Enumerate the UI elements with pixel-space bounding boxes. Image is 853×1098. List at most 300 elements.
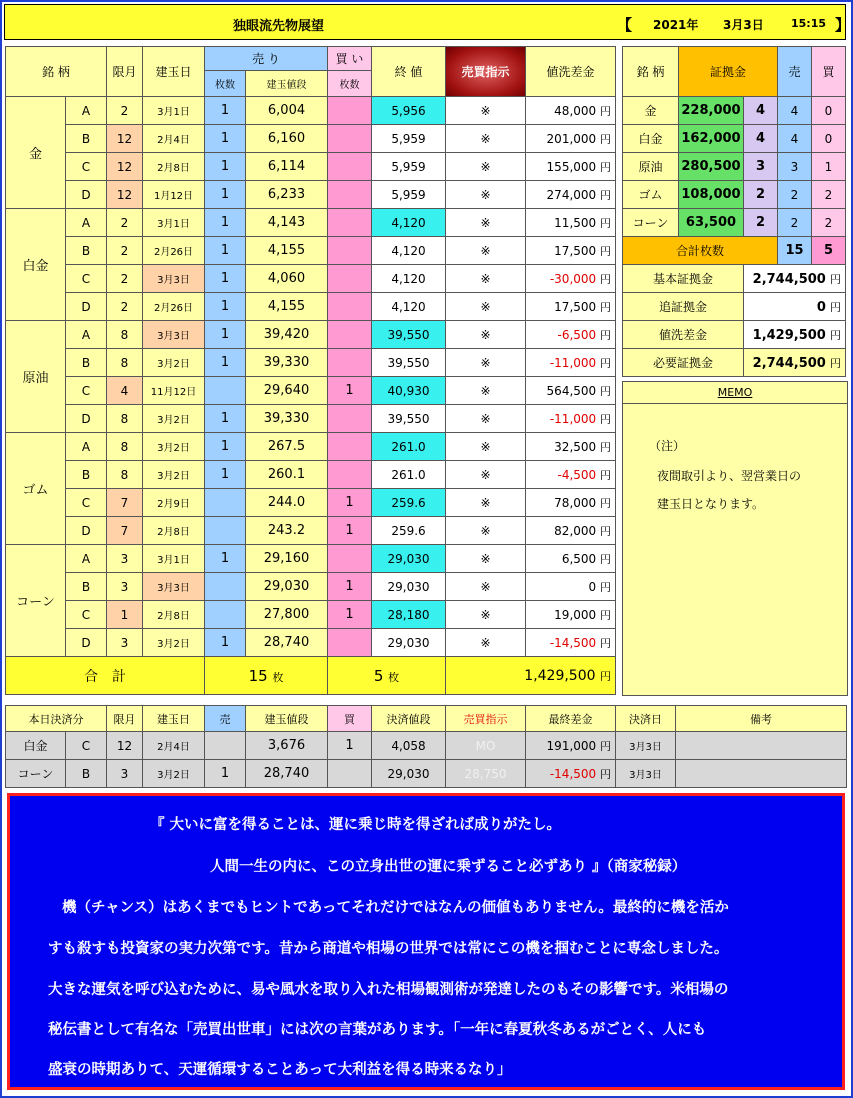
order-cell: ※ <box>446 237 526 265</box>
yen-unit: 円 <box>600 300 611 314</box>
margin-total-buy: 5 <box>812 237 846 265</box>
col-sell: 売 り <box>205 47 328 71</box>
settle-id: B <box>66 760 107 788</box>
buy-qty-cell <box>328 181 372 209</box>
order-cell: ※ <box>446 153 526 181</box>
table-row <box>6 517 616 545</box>
table-row <box>6 601 616 629</box>
buy-qty-cell <box>328 321 372 349</box>
date-cell: 3月2日 <box>143 405 205 433</box>
close-cell: 4,120 <box>372 293 446 321</box>
month-cell: 12 <box>107 125 143 153</box>
col-brand: 銘 柄 <box>6 47 107 97</box>
summary-label: 基本証拠金 <box>623 265 744 293</box>
price-cell: 29,160 <box>246 545 328 573</box>
table-row <box>6 349 616 377</box>
table-row <box>6 153 616 181</box>
sell-qty-cell: 1 <box>205 125 246 153</box>
buy-qty-cell <box>328 209 372 237</box>
brand-cell: 白金 <box>6 209 66 321</box>
diff-value: 0 <box>588 579 597 594</box>
settle-yen: 円 <box>600 739 611 753</box>
margin-buy: 2 <box>812 181 846 209</box>
month-cell: 7 <box>107 489 143 517</box>
margin-buy: 2 <box>812 209 846 237</box>
col-buy: 買 い <box>328 47 372 71</box>
col-sell-qty: 枚数 <box>205 71 246 97</box>
total-diff-unit: 円 <box>600 669 611 683</box>
date-cell: 2月26日 <box>143 237 205 265</box>
page-title: 独眼流先物展望 <box>233 19 325 34</box>
month-cell: 12 <box>107 181 143 209</box>
buy-qty-cell <box>328 405 372 433</box>
settle-settle-date: 3月3日 <box>616 732 676 760</box>
diff-value: 82,000 <box>554 523 597 538</box>
month-cell: 3 <box>107 573 143 601</box>
settle-yen: 円 <box>600 767 611 781</box>
settle-order: MO <box>446 732 526 760</box>
diff-cell <box>526 433 616 461</box>
diff-cell <box>526 349 616 377</box>
diff-value: 78,000 <box>554 495 597 510</box>
sell-qty-cell <box>205 377 246 405</box>
close-cell: 39,550 <box>372 349 446 377</box>
order-cell: ※ <box>446 573 526 601</box>
diff-cell <box>526 293 616 321</box>
date-cell: 3月1日 <box>143 209 205 237</box>
contract-id: B <box>66 237 107 265</box>
margin-value: 63,500 <box>679 209 744 237</box>
order-cell: ※ <box>446 489 526 517</box>
settle-brand: 白金 <box>6 732 66 760</box>
yen-unit: 円 <box>600 524 611 538</box>
yen-unit: 円 <box>600 132 611 146</box>
quote-line-7: 盛衰の時期ありて、天運循環することあって大利益を得る時来るなり」 <box>48 1062 512 1078</box>
quote-box <box>7 793 845 1090</box>
date-cell: 3月2日 <box>143 349 205 377</box>
price-cell: 39,420 <box>246 321 328 349</box>
contract-id: D <box>66 293 107 321</box>
month-cell: 12 <box>107 153 143 181</box>
total-diff-value: 1,429,500 <box>524 667 596 684</box>
settle-diff: -14,500 <box>549 766 597 781</box>
diff-value: 32,500 <box>554 439 597 454</box>
margin-row <box>623 97 846 125</box>
summary-value: 1,429,500 <box>752 327 826 343</box>
close-cell: 39,550 <box>372 405 446 433</box>
settle-col-order: 売買指示 <box>446 706 526 732</box>
settle-row <box>6 760 847 788</box>
margin-lots: 2 <box>744 209 778 237</box>
bracket-close: 】 <box>835 16 851 34</box>
yen-unit: 円 <box>600 384 611 398</box>
memo-link[interactable]: MEMO <box>622 381 848 403</box>
yen-unit: 円 <box>600 636 611 650</box>
quote-line-3: 機（チャンス）はあくまでもヒントであってそれだけではなんの価値もありません。最終的に機を活か <box>62 900 729 916</box>
col-date: 建玉日 <box>143 47 205 97</box>
settle-col-price: 建玉値段 <box>246 706 328 732</box>
order-cell: ※ <box>446 97 526 125</box>
date-cell: 2月8日 <box>143 517 205 545</box>
margin-value: 280,500 <box>679 153 744 181</box>
summary-value: 0 <box>816 299 826 315</box>
diff-value: 19,000 <box>554 607 597 622</box>
date-cell: 2月8日 <box>143 153 205 181</box>
diff-cell <box>526 97 616 125</box>
diff-cell <box>526 321 616 349</box>
summary-yen: 円 <box>830 272 841 286</box>
margin-value: 228,000 <box>679 97 744 125</box>
contract-id: A <box>66 321 107 349</box>
table-row <box>6 433 616 461</box>
sell-qty-cell: 1 <box>205 461 246 489</box>
date-cell: 2月4日 <box>143 125 205 153</box>
close-cell: 29,030 <box>372 573 446 601</box>
diff-cell <box>526 125 616 153</box>
settle-note <box>676 760 847 788</box>
date-cell: 3月3日 <box>143 321 205 349</box>
col-order: 売買指示 <box>446 47 526 97</box>
sell-qty-cell: 1 <box>205 265 246 293</box>
margin-buy: 0 <box>812 97 846 125</box>
yen-unit: 円 <box>600 468 611 482</box>
order-cell: ※ <box>446 293 526 321</box>
quote-line-5: 大きな運気を呼び込むために、易や風水を取り入れた相場観測術が発達したのもその影響です。米相場の <box>48 982 729 998</box>
header-bar <box>4 4 851 40</box>
settle-col-settle-price: 決済値段 <box>372 706 446 732</box>
quote-line-4: すも殺すも投資家の実力次第です。昔から商道や相場の世界では常にこの機を掴むことに専念しました。 <box>48 941 729 957</box>
summary-value: 2,744,500 <box>752 355 826 371</box>
close-cell: 28,180 <box>372 601 446 629</box>
sell-qty-cell: 1 <box>205 237 246 265</box>
margin-row <box>623 181 846 209</box>
yen-unit: 円 <box>600 272 611 286</box>
diff-cell <box>526 573 616 601</box>
settle-diff: 191,000 <box>546 738 597 753</box>
contract-id: C <box>66 265 107 293</box>
table-row <box>6 573 616 601</box>
close-cell: 261.0 <box>372 461 446 489</box>
memo-note-line2: 建玉日となります。 <box>657 497 765 511</box>
price-cell: 28,740 <box>246 629 328 657</box>
diff-cell <box>526 237 616 265</box>
diff-value: -14,500 <box>549 635 597 650</box>
order-cell: ※ <box>446 629 526 657</box>
margin-sell: 4 <box>778 97 812 125</box>
diff-value: -6,500 <box>557 327 597 342</box>
close-cell: 259.6 <box>372 489 446 517</box>
sell-qty-cell: 1 <box>205 209 246 237</box>
buy-qty-cell <box>328 349 372 377</box>
settle-col-date: 建玉日 <box>143 706 205 732</box>
margin-lots: 2 <box>744 181 778 209</box>
total-diff <box>446 657 616 695</box>
margin-buy: 0 <box>812 125 846 153</box>
diff-value: -11,000 <box>549 355 597 370</box>
price-cell: 6,004 <box>246 97 328 125</box>
positions-table <box>5 46 616 695</box>
diff-value: 6,500 <box>561 551 597 566</box>
summary-value-cell <box>744 321 846 349</box>
memo-note-line1: 夜間取引より、翌営業日の <box>657 469 802 483</box>
price-cell: 39,330 <box>246 349 328 377</box>
table-row <box>6 97 616 125</box>
header-year: 2021年 <box>653 18 699 32</box>
close-cell: 5,959 <box>372 181 446 209</box>
order-cell: ※ <box>446 545 526 573</box>
margin-sell: 2 <box>778 209 812 237</box>
margin-brand: コーン <box>623 209 679 237</box>
brand-cell: コーン <box>6 545 66 657</box>
month-cell: 7 <box>107 517 143 545</box>
sell-qty-cell <box>205 517 246 545</box>
total-row <box>6 657 616 695</box>
close-cell: 261.0 <box>372 433 446 461</box>
header-time: 15:15 <box>791 17 827 30</box>
settle-buy: 1 <box>328 732 372 760</box>
order-cell: ※ <box>446 321 526 349</box>
diff-cell <box>526 153 616 181</box>
margin-col-brand: 銘 柄 <box>623 47 679 97</box>
month-cell: 8 <box>107 349 143 377</box>
sell-qty-cell: 1 <box>205 349 246 377</box>
settlement-table <box>5 705 847 788</box>
sell-qty-cell <box>205 573 246 601</box>
buy-qty-cell: 1 <box>328 573 372 601</box>
contract-id: C <box>66 489 107 517</box>
date-cell: 3月3日 <box>143 573 205 601</box>
margin-value: 108,000 <box>679 181 744 209</box>
diff-cell <box>526 629 616 657</box>
summary-value-cell <box>744 265 846 293</box>
total-label: 合 計 <box>6 657 205 695</box>
sell-qty-cell: 1 <box>205 181 246 209</box>
yen-unit: 円 <box>600 216 611 230</box>
close-cell: 29,030 <box>372 629 446 657</box>
margin-summary-row <box>623 349 846 377</box>
bracket-open: 【 <box>617 16 633 34</box>
buy-qty-cell <box>328 237 372 265</box>
table-row <box>6 125 616 153</box>
settle-date: 2月4日 <box>143 732 205 760</box>
price-cell: 267.5 <box>246 433 328 461</box>
price-cell: 6,233 <box>246 181 328 209</box>
settle-sell: 1 <box>205 760 246 788</box>
margin-lots: 4 <box>744 97 778 125</box>
month-cell: 8 <box>107 461 143 489</box>
margin-row <box>623 125 846 153</box>
order-cell: ※ <box>446 461 526 489</box>
order-cell: ※ <box>446 517 526 545</box>
margin-total-label: 合計枚数 <box>623 237 778 265</box>
diff-cell <box>526 517 616 545</box>
yen-unit: 円 <box>600 412 611 426</box>
close-cell: 40,930 <box>372 377 446 405</box>
price-cell: 6,114 <box>246 153 328 181</box>
brand-cell: ゴム <box>6 433 66 545</box>
summary-yen: 円 <box>830 328 841 342</box>
order-cell: ※ <box>446 349 526 377</box>
margin-brand: 白金 <box>623 125 679 153</box>
yen-unit: 円 <box>600 104 611 118</box>
yen-unit: 円 <box>600 328 611 342</box>
buy-qty-cell <box>328 433 372 461</box>
table-row <box>6 265 616 293</box>
table-row <box>6 377 616 405</box>
order-cell: ※ <box>446 377 526 405</box>
total-buy-unit: 枚 <box>388 670 400 684</box>
buy-qty-cell <box>328 545 372 573</box>
contract-id: D <box>66 181 107 209</box>
diff-cell <box>526 209 616 237</box>
contract-id: D <box>66 517 107 545</box>
table-row <box>6 629 616 657</box>
settle-col-note: 備考 <box>676 706 847 732</box>
margin-summary-row <box>623 293 846 321</box>
month-cell: 2 <box>107 97 143 125</box>
diff-value: 17,500 <box>554 243 597 258</box>
summary-label: 追証拠金 <box>623 293 744 321</box>
col-sell-price: 建玉値段 <box>246 71 328 97</box>
col-diff: 値洗差金 <box>526 47 616 97</box>
date-cell: 3月1日 <box>143 97 205 125</box>
order-cell: ※ <box>446 405 526 433</box>
price-cell: 244.0 <box>246 489 328 517</box>
price-cell: 260.1 <box>246 461 328 489</box>
diff-value: 48,000 <box>554 103 597 118</box>
settle-month: 12 <box>107 732 143 760</box>
memo-box <box>622 403 848 696</box>
quote-line-6: 秘伝書として有名な「売買出世車」には次の言葉があります。「一年に春夏秋冬あるがごとく、人にも <box>48 1022 707 1038</box>
price-cell: 39,330 <box>246 405 328 433</box>
margin-sell: 4 <box>778 125 812 153</box>
yen-unit: 円 <box>600 356 611 370</box>
settle-id: C <box>66 732 107 760</box>
date-cell: 3月1日 <box>143 545 205 573</box>
margin-row <box>623 209 846 237</box>
margin-col-sell: 売 <box>778 47 812 97</box>
margin-sell: 3 <box>778 153 812 181</box>
order-cell: ※ <box>446 265 526 293</box>
month-cell: 1 <box>107 601 143 629</box>
diff-cell <box>526 265 616 293</box>
summary-value-cell <box>744 349 846 377</box>
diff-cell <box>526 489 616 517</box>
table-row <box>6 461 616 489</box>
total-buy <box>328 657 446 695</box>
date-cell: 1月12日 <box>143 181 205 209</box>
settle-col-label: 本日決済分 <box>6 706 107 732</box>
table-row <box>6 293 616 321</box>
order-cell: ※ <box>446 433 526 461</box>
margin-table <box>622 46 846 377</box>
yen-unit: 円 <box>600 552 611 566</box>
buy-qty-cell <box>328 153 372 181</box>
diff-cell <box>526 545 616 573</box>
summary-yen: 円 <box>830 356 841 370</box>
sell-qty-cell: 1 <box>205 321 246 349</box>
margin-value: 162,000 <box>679 125 744 153</box>
margin-brand: 金 <box>623 97 679 125</box>
contract-id: B <box>66 461 107 489</box>
table-row <box>6 321 616 349</box>
contract-id: D <box>66 405 107 433</box>
yen-unit: 円 <box>600 580 611 594</box>
month-cell: 3 <box>107 545 143 573</box>
settle-settle-price: 4,058 <box>372 732 446 760</box>
diff-cell <box>526 405 616 433</box>
quote-line-2: 人間一生の内に、この立身出世の運に乗ずること必ずあり 』（商家秘録） <box>210 859 687 875</box>
margin-brand: 原油 <box>623 153 679 181</box>
margin-lots: 3 <box>744 153 778 181</box>
order-cell: ※ <box>446 601 526 629</box>
summary-label: 値洗差金 <box>623 321 744 349</box>
settle-month: 3 <box>107 760 143 788</box>
margin-buy: 1 <box>812 153 846 181</box>
total-sell <box>205 657 328 695</box>
price-cell: 4,155 <box>246 237 328 265</box>
total-buy-value: 5 <box>373 666 384 685</box>
sell-qty-cell: 1 <box>205 153 246 181</box>
settle-diff-cell <box>526 760 616 788</box>
buy-qty-cell: 1 <box>328 517 372 545</box>
close-cell: 29,030 <box>372 545 446 573</box>
close-cell: 5,956 <box>372 97 446 125</box>
margin-summary-row <box>623 321 846 349</box>
sell-qty-cell: 1 <box>205 629 246 657</box>
price-cell: 6,160 <box>246 125 328 153</box>
diff-value: -4,500 <box>557 467 597 482</box>
contract-id: B <box>66 573 107 601</box>
margin-col-buy: 買 <box>812 47 846 97</box>
sell-qty-cell <box>205 601 246 629</box>
settle-diff-cell <box>526 732 616 760</box>
diff-cell <box>526 181 616 209</box>
table-row <box>6 489 616 517</box>
month-cell: 2 <box>107 265 143 293</box>
diff-value: 11,500 <box>554 215 597 230</box>
close-cell: 4,120 <box>372 265 446 293</box>
sell-qty-cell: 1 <box>205 405 246 433</box>
date-cell: 3月2日 <box>143 461 205 489</box>
yen-unit: 円 <box>600 608 611 622</box>
diff-value: 201,000 <box>546 131 597 146</box>
settle-col-settle-date: 決済日 <box>616 706 676 732</box>
settle-settle-date: 3月3日 <box>616 760 676 788</box>
table-row <box>6 181 616 209</box>
month-cell: 8 <box>107 433 143 461</box>
brand-cell: 金 <box>6 97 66 209</box>
margin-total-row <box>623 237 846 265</box>
diff-cell <box>526 601 616 629</box>
diff-cell <box>526 461 616 489</box>
date-cell: 2月9日 <box>143 489 205 517</box>
price-cell: 4,060 <box>246 265 328 293</box>
buy-qty-cell <box>328 461 372 489</box>
month-cell: 8 <box>107 405 143 433</box>
table-row <box>6 545 616 573</box>
quote-line-1: 『 大いに富を得ることは、運に乗じ時を得ざれば成りがたし。 <box>150 817 562 833</box>
margin-sell: 2 <box>778 181 812 209</box>
contract-id: C <box>66 601 107 629</box>
close-cell: 39,550 <box>372 321 446 349</box>
col-month: 限月 <box>107 47 143 97</box>
month-cell: 2 <box>107 237 143 265</box>
diff-value: -30,000 <box>549 271 597 286</box>
diff-value: -11,000 <box>549 411 597 426</box>
settle-col-diff: 最終差金 <box>526 706 616 732</box>
sell-qty-cell: 1 <box>205 545 246 573</box>
